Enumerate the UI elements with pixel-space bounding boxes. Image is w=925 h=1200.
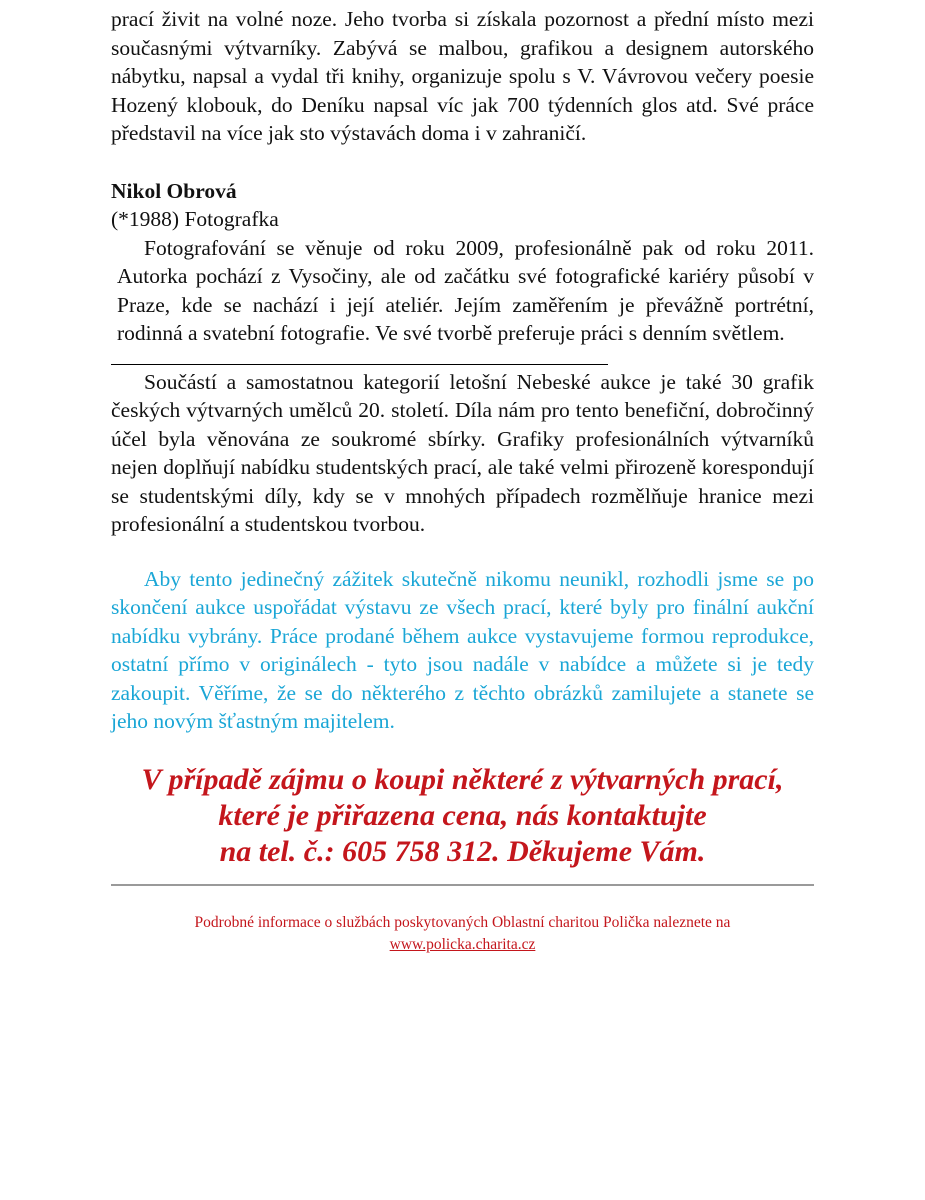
- intro-paragraph: prací živit na volné noze. Jeho tvorba si získala pozornost a přední místo mezi současnými výtvarníky. Zabývá se malbou, grafikou a designem autorského nábytku, napsal a vydal tři knihy, organizuje spolu s V. Vávrovou večery poesie Hozený klobouk, do Deníku napsal víc jak 700 týdenních glos atd. Své práce představil na více jak sto výstavách doma i v zahraničí.: [111, 7, 814, 145]
- artist-bio: Fotografování se věnuje od roku 2009, profesionálně pak od roku 2011. Autorka pochází z Vysočiny, ale od začátku své fotografické kariéry působí v Praze, kde se nachází i její ateliér. Jejím zaměřením je převážně portrétní, rodinná a svatební fotografie. Ve své tvorbě preferuje práci s denním světlem.: [117, 235, 814, 345]
- spacer: [111, 539, 814, 565]
- footer-link-line: [111, 934, 814, 956]
- graphics-paragraph: Součástí a samostatnou kategorií letošní Nebeské aukce je také 30 grafik českých výtvarných umělců 20. století. Díla nám pro tento benefiční, dobročinný účel byla věnována ze soukromé sbírky. Grafiky profesionálních výtvarníků nejen doplňují nabídku studentských prací, ale také velmi přirozeně korespondují se studentskými díly, kdy se v mnohých případech rozmělňuje hranice mezi profesionální a studentskou tvorbou.: [111, 369, 814, 536]
- notice-line-1: V případě zájmu o koupi některé z výtvarných prací,: [141, 762, 784, 796]
- spacer: [111, 870, 814, 884]
- spacer: [111, 736, 814, 762]
- artist-role: (*1988) Fotografka: [111, 207, 279, 231]
- artist-name: Nikol Obrová: [111, 178, 237, 203]
- exhibition-paragraph: Aby tento jedinečný zážitek skutečně nikomu neunikl, rozhodli jsme se po skončení aukce uspořádat výstavu ze všech prací, které byly pro finální aukční nabídku vybrány. Práce prodané během aukce vystavujeme formou reprodukce, ostatní přímo v originálech - tyto jsou nadále v nabídce a můžete si je tedy zakoupit. Věříme, že se do některého z těchto obrázků zamilujete a stanete se jeho novým šťastným majitelem.: [111, 566, 814, 733]
- spacer: [111, 886, 814, 912]
- footer-text: Podrobné informace o službách poskytovaných Oblastní charitou Polička naleznete na: [194, 913, 731, 931]
- charity-website-link[interactable]: www.policka.charita.cz: [389, 935, 536, 953]
- purchase-notice: [111, 762, 814, 870]
- section-divider: [111, 364, 608, 365]
- spacer: [111, 148, 814, 177]
- document-page: [111, 0, 814, 956]
- notice-line-3: na tel. č.: 605 758 312. Děkujeme Vám.: [219, 834, 706, 868]
- notice-line-2: které je přiřazena cena, nás kontaktujte: [218, 798, 707, 832]
